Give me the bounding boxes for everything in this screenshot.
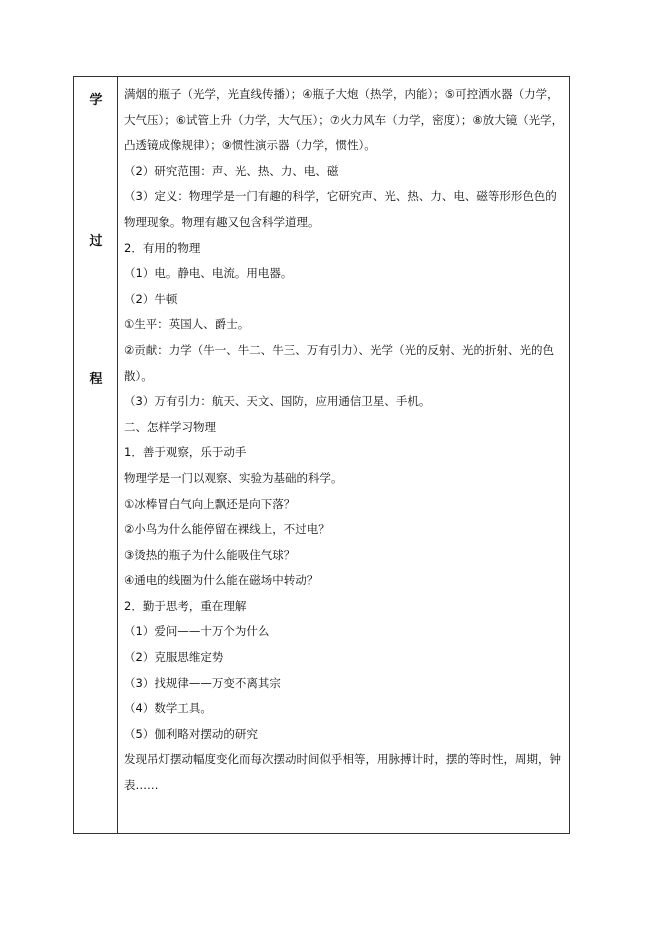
text-line: 表…… [124, 778, 159, 793]
text-line: （2）牛顿 [124, 291, 178, 306]
text-line: （2）克服思维定势 [124, 650, 224, 665]
text-line: 满烟的瓶子（光学，光直线传播）；④瓶子大炮（热学，内能）；⑤可控洒水器（力学， [124, 87, 559, 101]
text-line: ③烫热的瓶子为什么能吸住气球？ [124, 547, 296, 562]
text-line: 散）。 [124, 368, 153, 383]
content-cell [118, 77, 569, 833]
side-label-cheng: 程 [89, 372, 103, 387]
text-line: （4）数学工具。 [124, 701, 212, 716]
text-line: 物理现象。物理有趣又包含科学道理。 [124, 214, 320, 229]
text-line: （3）找规律——万变不离其宗 [124, 675, 281, 690]
text-line: ①生平：英国人、爵士。 [124, 317, 250, 332]
text-line: （3）定义：物理学是一门有趣的科学，它研究声、光、热、力、电、磁等形形色色的 [124, 189, 557, 204]
text-line: 凸透镜成像规律）；⑨惯性演示器（力学，惯性）。 [124, 138, 376, 153]
text-line: （1）爱问——十万个为什么 [124, 624, 270, 639]
side-label-column [74, 77, 118, 833]
text-line: ②小鸟为什么能停留在裸线上，不过电？ [124, 522, 330, 537]
text-line: 发现吊灯摆动幅度变化而每次摆动时间似乎相等，用脉搏计时，摆的等时性，周期，钟 [124, 752, 561, 767]
side-label-guo: 过 [89, 234, 103, 249]
text-line: （2）研究范围：声、光、热、力、电、磁 [124, 163, 339, 178]
text-line: ①冰棒冒白气向上飘还是向下落？ [124, 496, 296, 511]
text-line: 二、怎样学习物理 [124, 419, 216, 434]
text-line: 2．勤于思考，重在理解 [124, 598, 247, 613]
text-line: ②贡献：力学（牛一、牛二、牛三、万有引力）、光学（光的反射、光的折射、光的色 [124, 342, 555, 357]
text-line: （5）伽利略对摆动的研究 [124, 726, 258, 741]
text-line: 大气压）；⑥试管上升（力学，大气压）；⑦火力风车（力学，密度）；⑧放大镜（光学， [124, 112, 564, 127]
lesson-table [73, 76, 570, 834]
text-line: 1．善于观察，乐于动手 [124, 445, 247, 460]
side-label-xue: 学 [89, 93, 103, 108]
text-line: 物理学是一门以观察、实验为基础的科学。 [124, 470, 343, 485]
text-line: 2．有用的物理 [124, 240, 201, 255]
text-line: ④通电的线圈为什么能在磁场中转动？ [124, 573, 319, 588]
text-line: （3）万有引力：航天、天文、国防，应用通信卫星、手机。 [124, 394, 431, 409]
text-line: （1）电。静电、电流。用电器。 [124, 266, 293, 281]
